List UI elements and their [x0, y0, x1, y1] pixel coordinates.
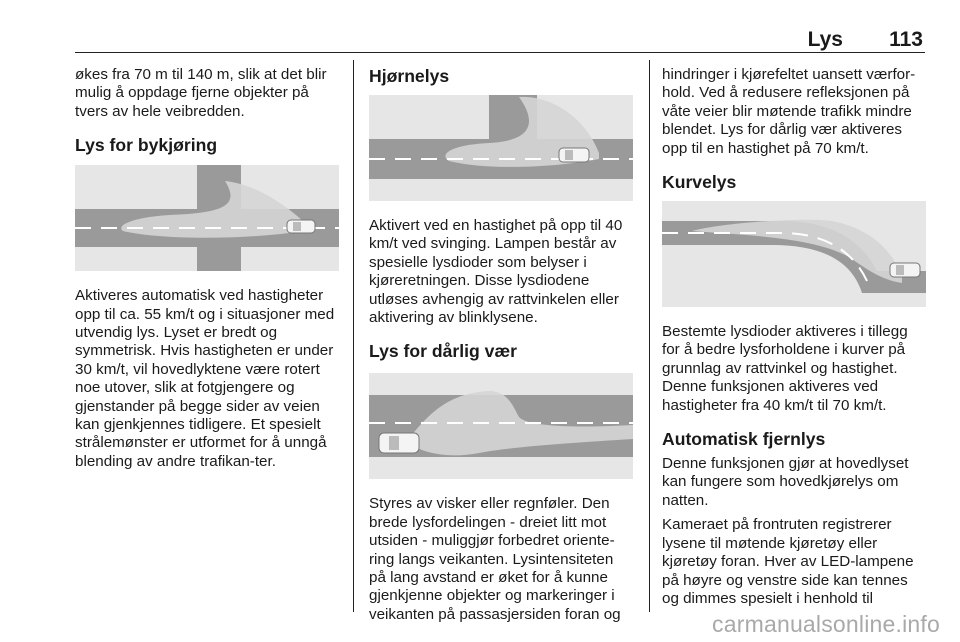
- page-number: 113: [889, 28, 923, 51]
- page-header: [75, 26, 925, 53]
- heading-curve-light: Kurvelys: [662, 172, 737, 193]
- paragraph: hindringer i kjørefeltet uansett værfor-hold. Ved å redusere refleksjonen på våte veier blir møtende trafikk mindre blendet. Lys for dårlig vær aktiveres opp til en hastighet på 70 km/t.: [662, 66, 916, 157]
- column-divider-2: [649, 60, 650, 612]
- heading-automatic-high-beam: Automatisk fjernlys: [662, 429, 826, 450]
- curve-light-illustration: [662, 201, 926, 307]
- corner-light-illustration: [369, 95, 633, 201]
- paragraph: økes fra 70 m til 140 m, slik at det blir mulig å oppdage fjerne objekter på tvers av hele veibredden.: [75, 66, 327, 120]
- column-2: [369, 66, 633, 624]
- column-divider-1: [353, 60, 354, 612]
- paragraph: Styres av visker eller regnføler. Den brede lysfordelingen - dreiet litt mot utsiden - muliggjør forbedret oriente-ring langs veikanten. Lysintensiteten på lang avstand er øket for å kunne gjenkjenne objekter og markeringer i veikanten på passasjersiden foran og: [369, 495, 621, 623]
- paragraph: Aktivert ved en hastighet på opp til 40 km/t ved svinging. Lampen består av spesielle lysdioder som belyser i kjøreretningen. Disse lysdiodene utløses avhengig av rattvinkelen eller aktivering av blinklysene.: [369, 217, 623, 327]
- heading-bad-weather-light: Lys for dårlig vær: [369, 341, 517, 362]
- paragraph: Kameraet på frontruten registrerer lysene til møtende kjøretøy eller kjøretøy foran. Hver av LED-lampene på høyre og venstre side kan tennes og dimmes spesielt i henhold til: [662, 516, 914, 607]
- section-title: Lys: [807, 28, 843, 51]
- paragraph: Bestemte lysdioder aktiveres i tillegg for å bedre lysforholdene i kurver på grunnlag av rattvinkel og hastighet. Denne funksjonen aktiveres ved hastigheter fra 40 km/t til 70 km/t.: [662, 323, 908, 414]
- city-light-illustration: [75, 165, 339, 271]
- heading-corner-light: Hjørnelys: [369, 66, 450, 86]
- paragraph: Denne funksjonen gjør at hovedlyset kan fungere som hovedkjørelys om natten.: [662, 455, 909, 509]
- heading-city-light: Lys for bykjøring: [75, 135, 218, 156]
- paragraph: Aktiveres automatisk ved hastigheter opp til ca. 55 km/t og i situasjoner med utvendig lys. Lyset er bredt og symmetrisk. Hvis hastigheten er under 30 km/t, vil hovedlyktene være rotert noe utover, slik at fotgjengere og gjenstander på begge sider av veien kan gjenkjennes tidligere. Et spesielt strålemønster er utformet for å unngå blending av andre trafikan-ter.: [75, 287, 335, 470]
- column-1: [75, 66, 339, 471]
- column-3: [662, 66, 926, 608]
- watermark: carmanualsonline.info: [712, 611, 940, 637]
- bad-weather-light-illustration: [369, 373, 633, 479]
